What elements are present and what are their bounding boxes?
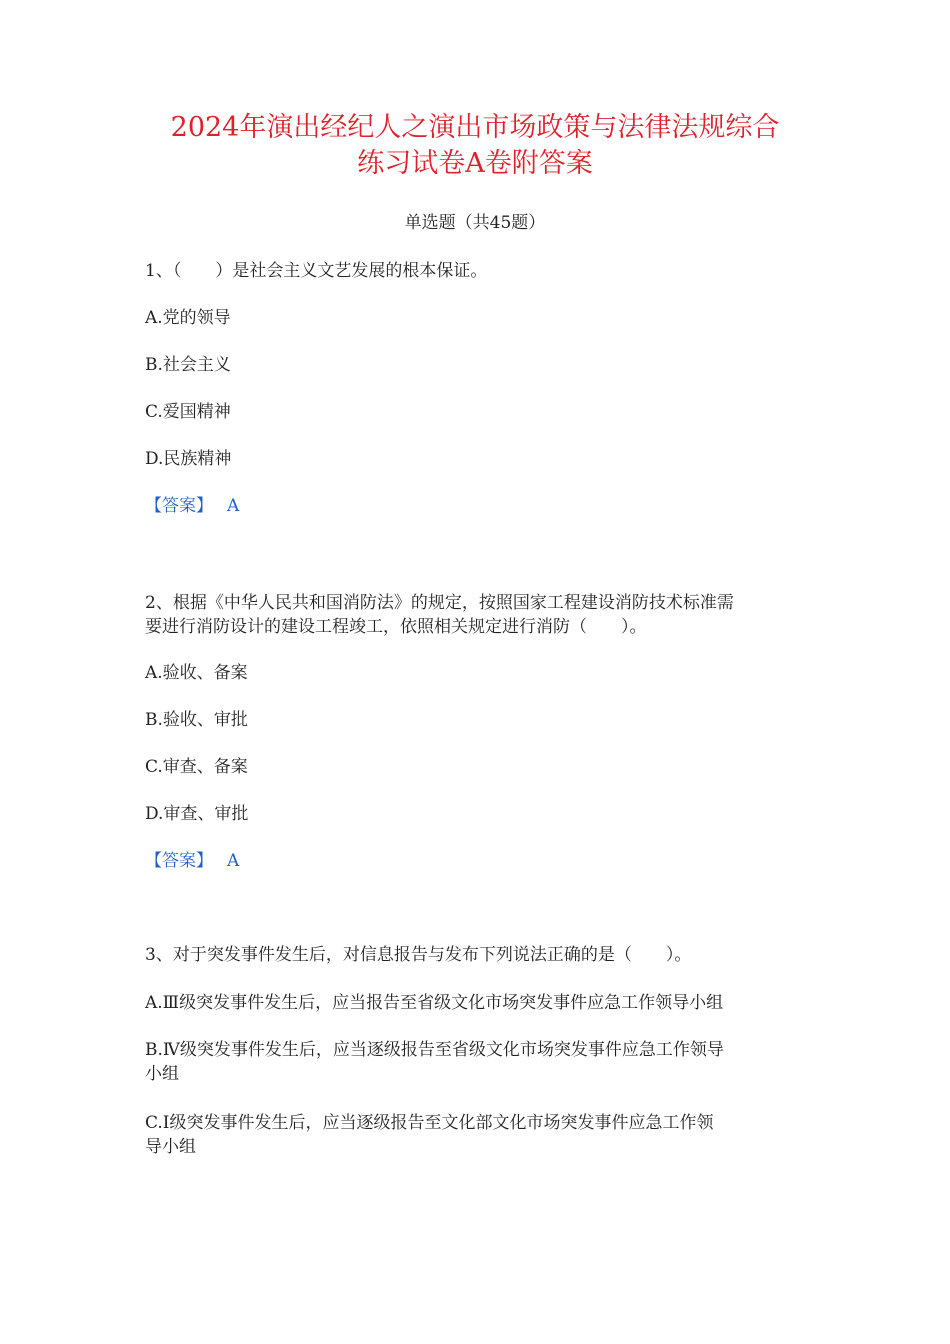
question-3-option-c-line-2: 导小组 (145, 1137, 196, 1157)
section-heading: 单选题（共45题） (404, 213, 546, 233)
answer-value: A (227, 496, 240, 516)
question-3-option-b-line-2: 小组 (145, 1064, 179, 1084)
answer-label: 【答案】 (145, 496, 213, 516)
question-1-option-b: B.社会主义 (145, 355, 231, 375)
question-3-option-a: A.Ⅲ级突发事件发生后，应当报告至省级文化市场突发事件应急工作领导小组 (145, 993, 724, 1013)
question-2-option-c: C.审查、备案 (145, 757, 248, 777)
question-2-stem-line-1: 2、根据《中华人民共和国消防法》的规定，按照国家工程建设消防技术标准需 (145, 593, 734, 613)
question-1-option-d: D.民族精神 (145, 449, 232, 469)
question-1-stem: 1、（ ）是社会主义文艺发展的根本保证。 (145, 261, 488, 281)
question-2-option-d: D.审查、审批 (145, 804, 249, 824)
question-1-option-a: A.党的领导 (145, 308, 231, 328)
question-3-stem: 3、对于突发事件发生后，对信息报告与发布下列说法正确的是（ ）。 (145, 945, 692, 965)
question-2-answer (145, 848, 239, 874)
question-1-answer (145, 493, 239, 519)
question-3-option-b-line-1: B.Ⅳ级突发事件发生后，应当逐级报告至省级文化市场突发事件应急工作领导 (145, 1040, 724, 1060)
question-3-option-c-line-1: C.Ⅰ级突发事件发生后，应当逐级报告至文化部文化市场突发事件应急工作领 (145, 1113, 714, 1133)
answer-label: 【答案】 (145, 851, 213, 871)
question-2-stem-line-2: 要进行消防设计的建设工程竣工，依照相关规定进行消防（ ）。 (145, 617, 647, 637)
document-title-line-1: 2024年演出经纪人之演出市场政策与法律法规综合 (170, 112, 780, 143)
question-2-option-a: A.验收、备案 (145, 663, 248, 683)
answer-value: A (227, 851, 240, 871)
document-title-line-2: 练习试卷A卷附答案 (357, 148, 593, 179)
question-1-option-c: C.爱国精神 (145, 402, 231, 422)
question-2-option-b: B.验收、审批 (145, 710, 248, 730)
